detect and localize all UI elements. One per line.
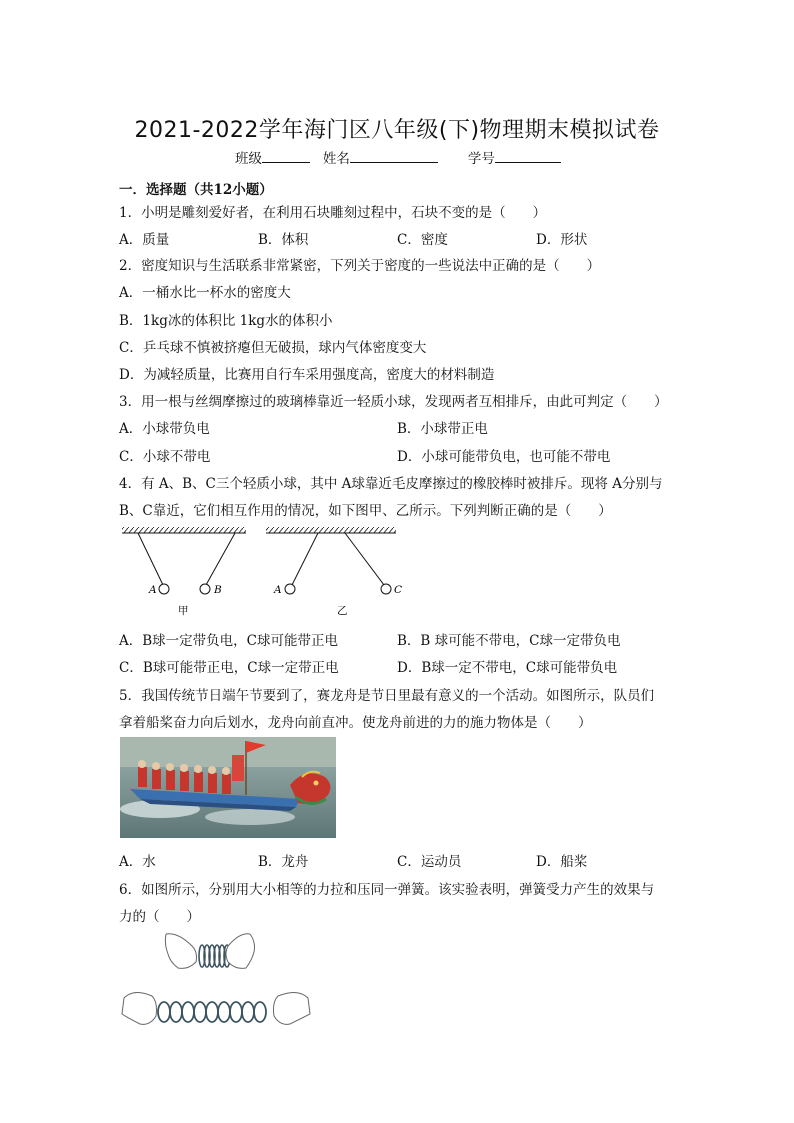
page-title: 2021-2022学年海门区八年级(下)物理期末模拟试卷: [134, 118, 660, 143]
label-c: C: [394, 584, 403, 596]
q2-option-a: A．一桶水比一杯水的密度大: [119, 285, 291, 301]
dragon-boat-photo: [120, 737, 336, 838]
q2-option-d: D．为减轻质量，比赛用自行车采用强度高，密度大的材料制造: [119, 367, 495, 383]
right-hand-press: [226, 934, 255, 969]
string-a-left: [138, 533, 163, 585]
q2-option-b: B．1kg冰的体积比 1kg水的体积小: [119, 313, 333, 329]
q5-option-a: A．水: [119, 854, 156, 870]
name-blank[interactable]: [350, 148, 438, 163]
question-3: 3．用一根与丝绸摩擦过的玻璃棒靠近一轻质小球，发现两者互相排斥，由此可判定（ ）: [119, 394, 668, 410]
question-5-line-1: 5．我国传统节日端午节要到了，赛龙舟是节日里最有意义的一个活动。如图所示，队员们: [119, 688, 655, 704]
q1-option-a: A．质量: [119, 232, 170, 248]
question-6-line-1: 6．如图所示，分别用大小相等的力拉和压同一弹簧。该实验表明，弹簧受力产生的效果与: [119, 882, 655, 898]
q1-option-c: C．密度: [397, 232, 448, 248]
label-b: B: [214, 584, 222, 596]
q1-option-b: B．体积: [258, 232, 309, 248]
q4-option-a: A．B球一定带负电，C球可能带正电: [119, 633, 338, 649]
string-c: [345, 533, 384, 585]
label-yi: 乙: [337, 605, 348, 617]
q4-option-b: B．B 球可能不带电，C球一定带负电: [397, 633, 621, 649]
ball-b: [200, 584, 210, 594]
q3-option-d: D．小球可能带负电，也可能不带电: [397, 449, 611, 465]
q5-option-d: D．船桨: [536, 854, 588, 870]
string-a-right: [292, 533, 318, 585]
spring-compression-figure: [118, 928, 318, 1030]
compressed-spring: [199, 945, 230, 967]
q5-option-c: C．运动员: [397, 854, 462, 870]
q4-option-c: C．B球可能带正电，C球一定带正电: [119, 660, 339, 676]
left-hand-press: [165, 934, 196, 969]
question-1: 1．小明是雕刻爱好者，在利用石块雕刻过程中，石块不变的是（ ）: [119, 205, 547, 221]
ball-a-right: [285, 584, 295, 594]
id-blank[interactable]: [495, 148, 561, 163]
question-4-line-2: B、C靠近，它们相互作用的情况，如下图甲、乙所示。下列判断正确的是（ ）: [119, 503, 612, 519]
class-blank[interactable]: [262, 148, 310, 163]
q3-option-c: C．小球不带电: [119, 449, 211, 465]
name-label: 姓名: [322, 151, 350, 167]
ball-a-left: [159, 584, 169, 594]
student-info-line: [235, 147, 561, 167]
support-beam-left: [122, 527, 246, 533]
section-heading: 一．选择题（共12小题）: [119, 182, 273, 198]
label-a-left: A: [149, 584, 157, 596]
left-hand-pull: [122, 992, 157, 1024]
class-label: 班级: [235, 151, 262, 167]
q3-option-b: B．小球带正电: [397, 421, 488, 437]
id-label: 学号: [467, 151, 495, 167]
question-6-line-2: 力的（ ）: [119, 909, 200, 925]
question-5-line-2: 拿着船桨奋力向后划水，龙舟向前直冲。使龙舟前进的力的施力物体是（ ）: [119, 715, 592, 731]
q5-option-b: B．龙舟: [258, 854, 309, 870]
q1-option-d: D．形状: [536, 232, 588, 248]
q4-pendulum-figure: [118, 522, 418, 622]
stretched-spring: [158, 1002, 266, 1022]
q3-option-a: A．小球带负电: [119, 421, 210, 437]
right-hand-pull: [274, 992, 311, 1024]
label-a-right: A: [274, 584, 282, 596]
support-beam-right: [266, 527, 396, 533]
string-b: [206, 533, 235, 585]
ball-c: [381, 584, 391, 594]
question-4-line-1: 4．有 A、B、C三个轻质小球，其中 A球靠近毛皮摩擦过的橡胶棒时被排斥。现将 A分别与: [119, 476, 663, 492]
label-jia: 甲: [178, 605, 189, 617]
q2-option-c: C．乒乓球不慎被挤瘪但无破损，球内气体密度变大: [119, 340, 427, 356]
question-2: 2．密度知识与生活联系非常紧密，下列关于密度的一些说法中正确的是（ ）: [119, 258, 601, 274]
q4-option-d: D．B球一定不带电，C球可能带负电: [397, 660, 618, 676]
